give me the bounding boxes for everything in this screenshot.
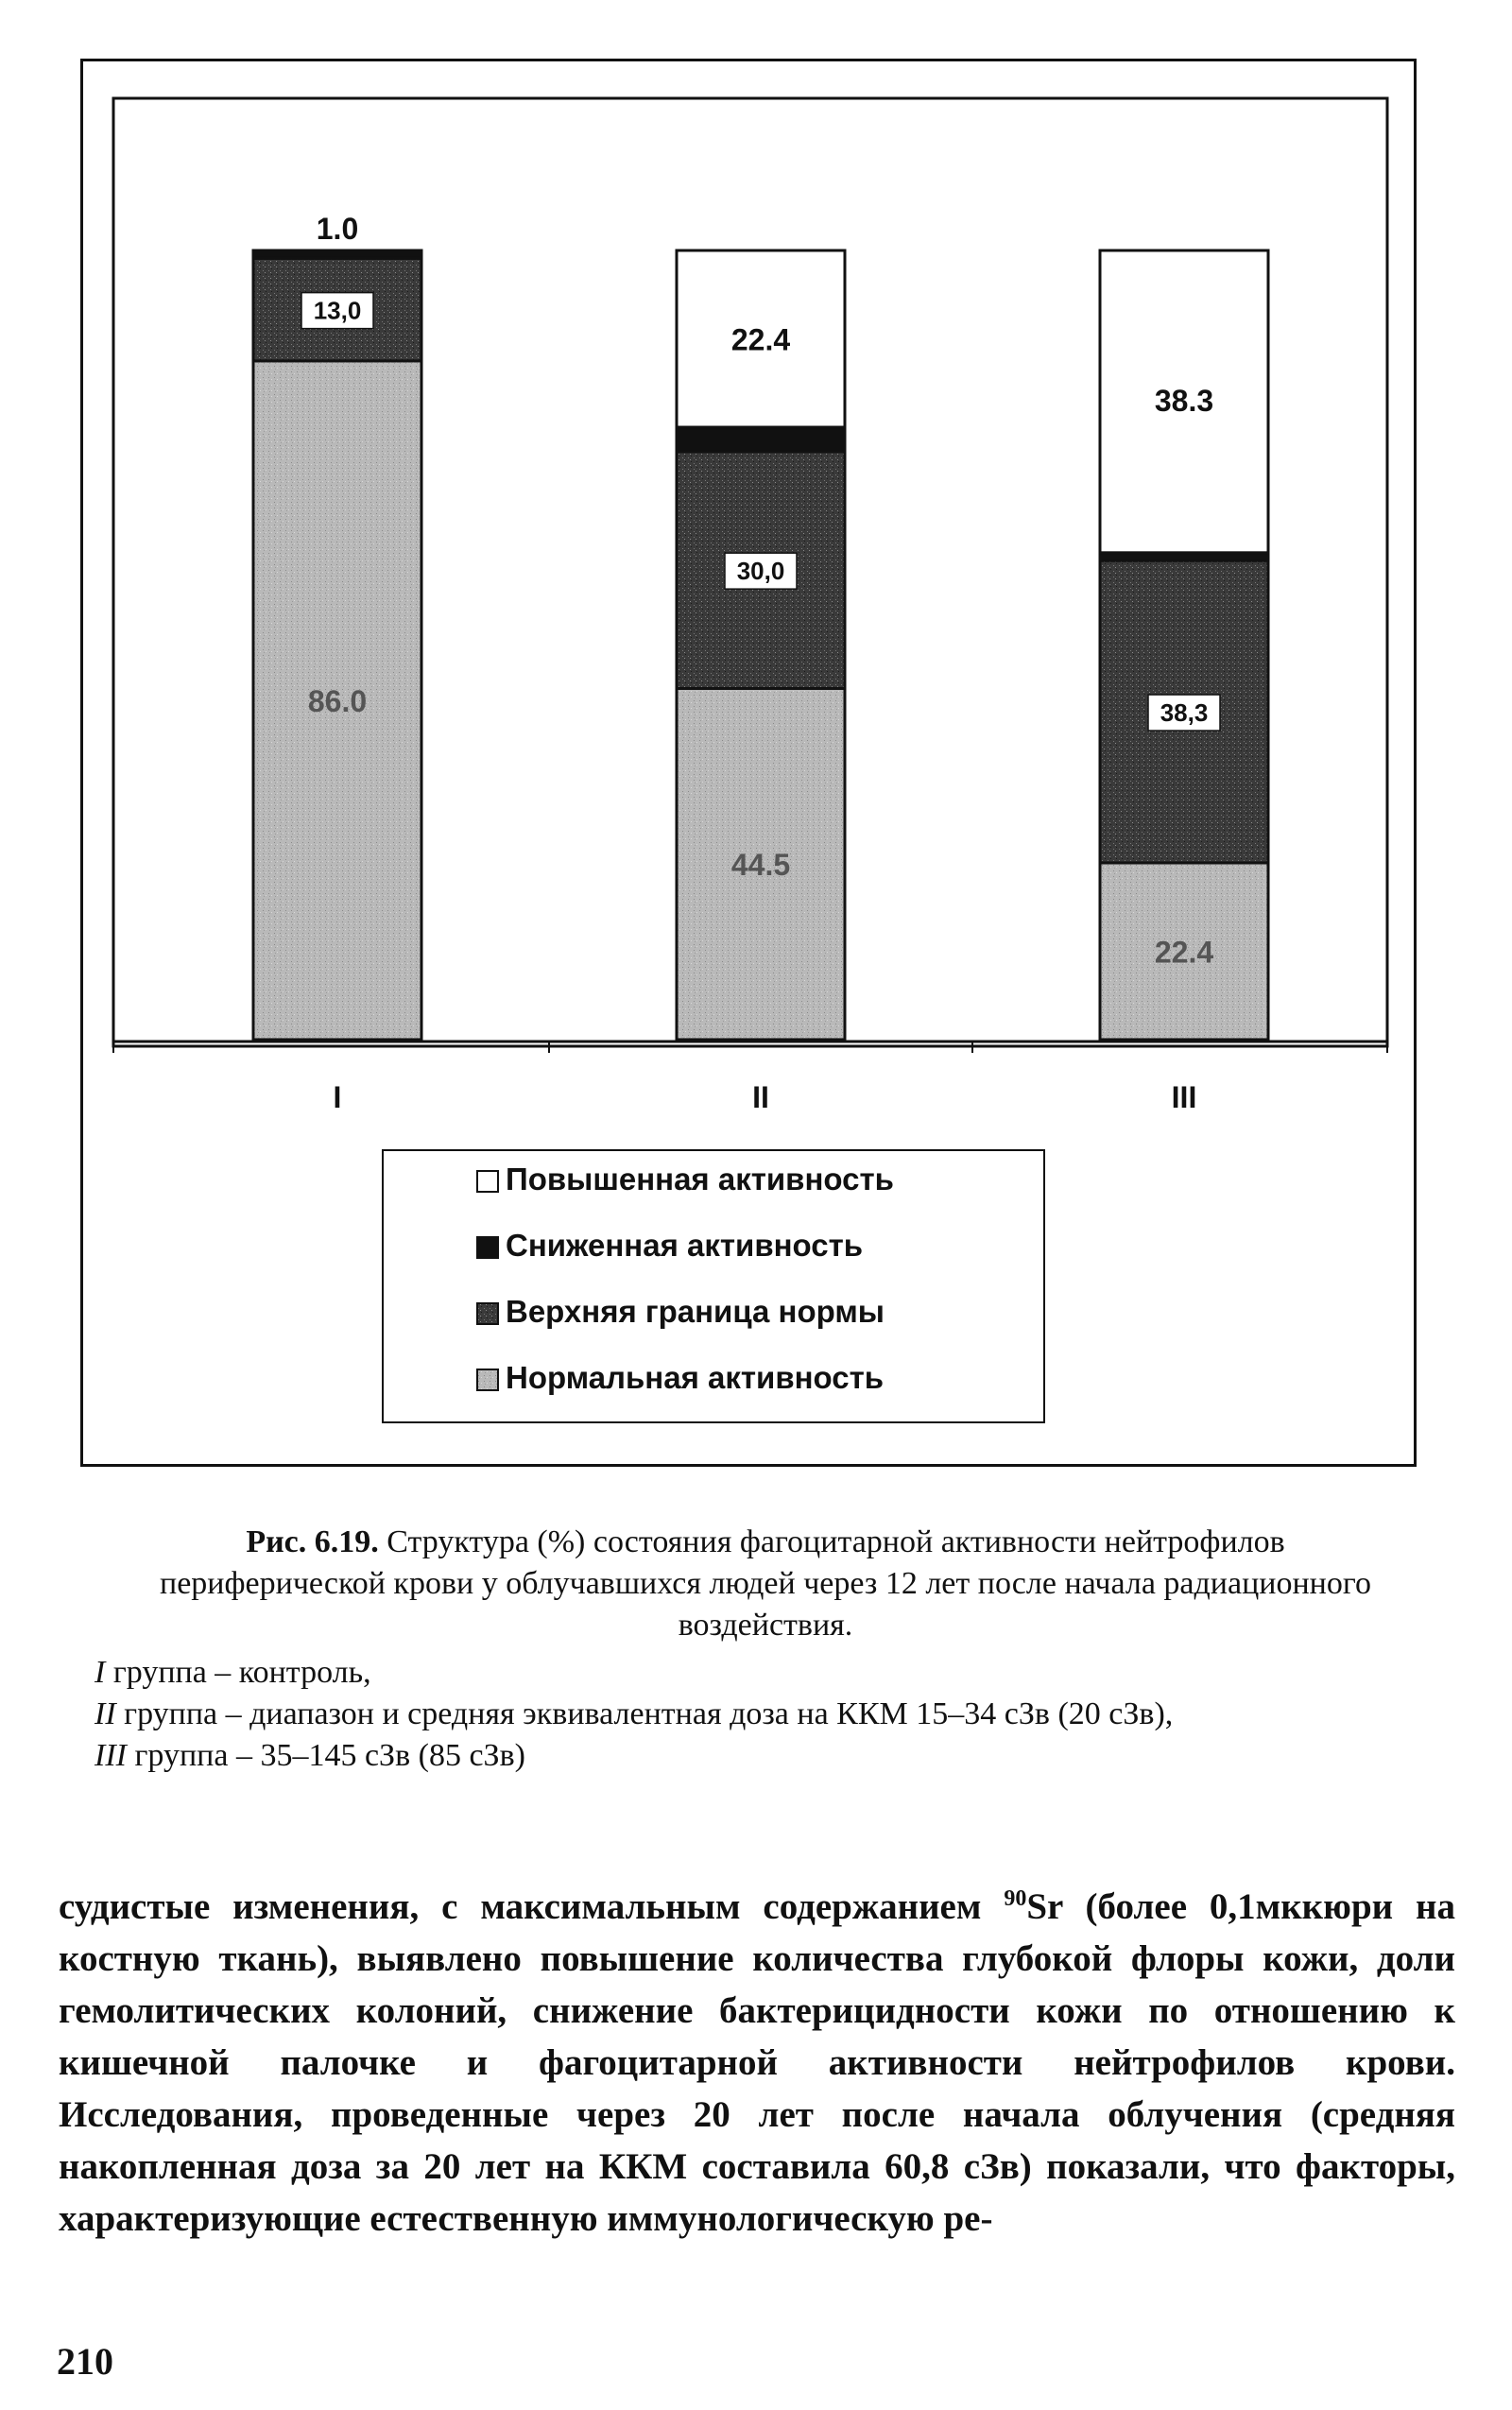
value-label-upper-normal-II: 30,0 <box>736 557 785 586</box>
value-label-normal-II: 44.5 <box>730 848 791 883</box>
legend-swatch-reduced <box>477 1237 498 1258</box>
value-label-normal-I: 86.0 <box>307 683 368 718</box>
isotope-superscript: 90 <box>1004 1886 1027 1911</box>
legend-swatch-normal <box>477 1369 498 1390</box>
legend-swatch-upper-normal <box>477 1303 498 1324</box>
x-tick-label-I: I <box>333 1080 342 1114</box>
caption-note-2: II группа – диапазон и средняя эквивалентная доза на ККМ 15–34 сЗв (20 сЗв), <box>94 1696 1174 1731</box>
caption-notes <box>94 1652 1436 1777</box>
legend-label-increased: Повышенная активность <box>506 1162 894 1196</box>
page-number: 210 <box>57 2340 113 2383</box>
caption-note-3: III группа – 35–145 сЗв (85 сЗв) <box>94 1738 525 1773</box>
value-label-upper-normal-III: 38,3 <box>1160 698 1209 728</box>
body-paragraph: судистые изменения, с максимальным содержанием $^{90}$Sr (более 0,1мккюри на костную ткань), выявлено повышение количества глубокой флоры кожи, доли гемолитических колоний, снижение бактерицидности кожи по отношению к кишечной палочке и фагоцитарной активности нейтрофилов крови. Исследования, проведенные через 20 лет после начала облучения (средняя накопленная доза за 20 лет на ККМ составила 60,8 сЗв) показали, что факторы, характеризующие естественную иммунологическую ре- <box>59 1886 1455 2239</box>
caption-title-block <box>94 1522 1436 1646</box>
x-tick-label-III: III <box>1171 1080 1197 1114</box>
value-label-increased-II: 22.4 <box>730 322 791 357</box>
legend-label-normal: Нормальная активность <box>506 1360 885 1395</box>
value-label-normal-III: 22.4 <box>1154 935 1214 970</box>
stacked-bar-chart <box>80 59 1417 1467</box>
caption-note-1: I группа – контроль, <box>94 1655 371 1690</box>
legend-label-reduced: Сниженная активность <box>506 1228 864 1263</box>
figure-caption <box>94 1522 1436 1777</box>
value-label-increased-III: 38.3 <box>1154 384 1214 418</box>
legend-label-upper-normal: Верхняя граница нормы <box>506 1294 885 1329</box>
legend-swatch-increased <box>477 1171 498 1192</box>
value-label-reduced-I: 1.0 <box>316 212 359 246</box>
caption-fig-label: Рис. 6.19. <box>246 1524 379 1559</box>
value-label-upper-normal-I: 13,0 <box>313 296 362 325</box>
bar-segment-reduced-I <box>253 250 421 258</box>
x-tick-label-II: II <box>752 1080 769 1114</box>
caption-title: Структура (%) состояния фагоцитарной активности нейтрофилов периферической крови у облучавшихся людей через 12 лет после начала радиационного воздействия. <box>160 1524 1371 1643</box>
